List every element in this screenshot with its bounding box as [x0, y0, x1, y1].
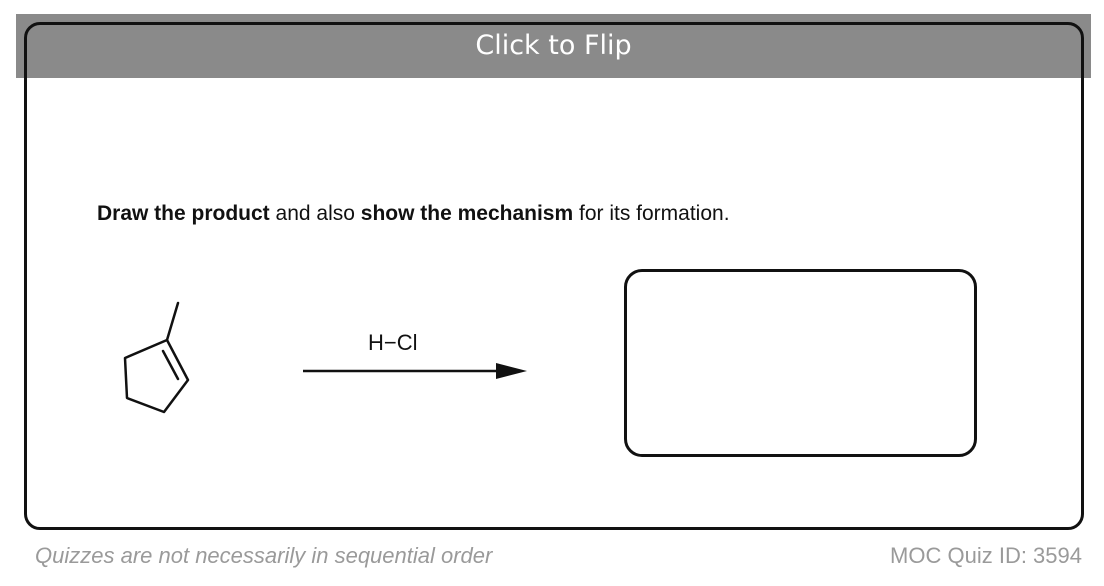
question-text-formation: for its formation.: [573, 202, 730, 225]
methylcyclopentene-structure: [95, 295, 215, 425]
question-bold-draw: Draw the product: [97, 202, 270, 225]
sequence-note: Quizzes are not necessarily in sequential order: [35, 543, 493, 568]
reaction-arrow: [300, 360, 532, 382]
question-text: [97, 202, 730, 226]
quiz-id-label: MOC Quiz ID: 3594: [890, 543, 1082, 568]
product-answer-box: [624, 269, 977, 457]
reagent-label: H−Cl: [368, 330, 418, 355]
click-to-flip-button[interactable]: Click to Flip: [475, 30, 632, 61]
question-bold-mechanism: show the mechanism: [360, 202, 574, 225]
question-text-and-also: and also: [269, 202, 361, 225]
